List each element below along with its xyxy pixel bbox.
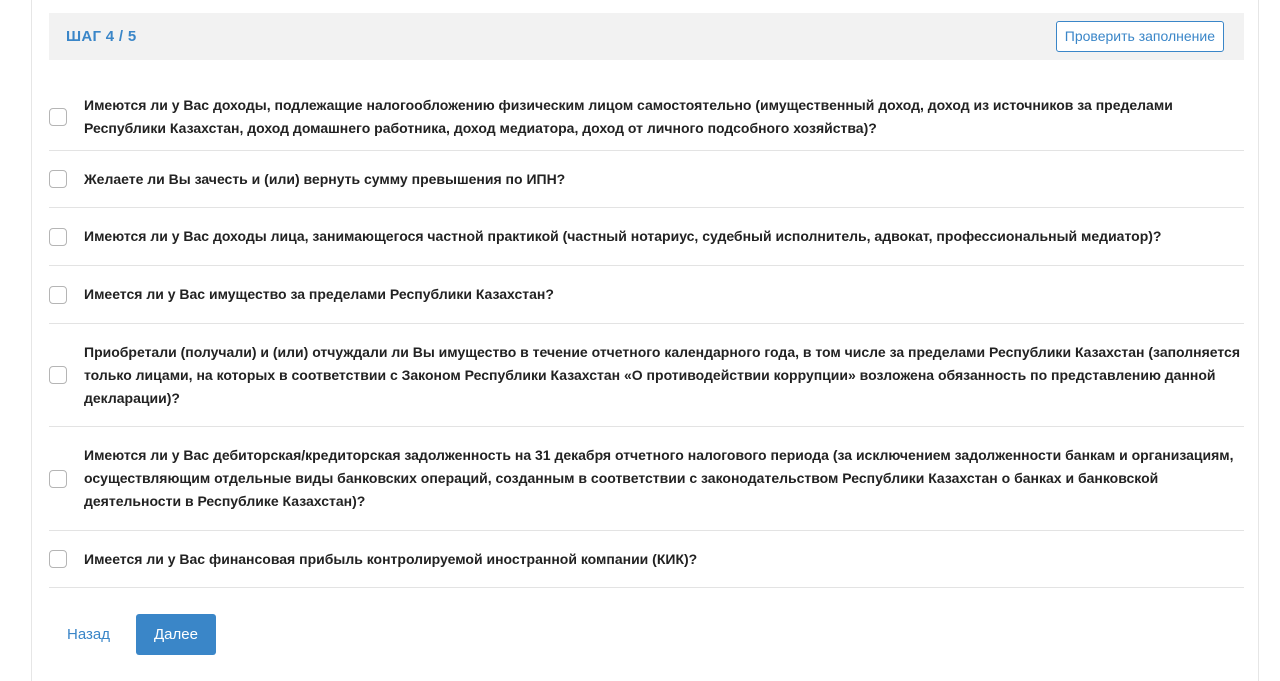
question-text: Имеются ли у Вас дебиторская/кредиторская задолженность на 31 декабря отчетного налогового периода (за исключением задолженности банкам и организациям, осуществляющим отдельные виды банковских операций, созданным в соответствии с законодательством Республики Казахстан о банках и банковской деятельности в Республике Казахстан)?: [84, 447, 1234, 509]
step-indicator: ШАГ 4 / 5: [66, 28, 137, 45]
question-text: Имеются ли у Вас доходы, подлежащие налогообложению физическим лицом самостоятельно (имущественный доход, доход из источников за пределами Республики Казахстан, доход домашнего работника, доход медиатора, доход от личного подсобного хозяйства)?: [84, 96, 1173, 136]
question-checkbox[interactable]: [49, 170, 67, 188]
step-header: [49, 13, 1244, 60]
question-item: [49, 427, 1244, 531]
question-text: Приобретали (получали) и (или) отчуждали ли Вы имущество в течение отчетного календарного года, в том числе за пределами Республики Казахстан (заполняется только лицами, на которых в соответствии с Законом Республики Казахстан «О противодействии коррупции» возложена обязанность по представлению данной декларации)?: [84, 343, 1241, 406]
question-checkbox[interactable]: [49, 550, 67, 568]
question-checkbox[interactable]: [49, 470, 67, 488]
question-text: Имеется ли у Вас имущество за пределами Республики Казахстан?: [84, 286, 554, 302]
question-text: Имеются ли у Вас доходы лица, занимающегося частной практикой (частный нотариус, судебный исполнитель, адвокат, профессиональный медиатор)?: [84, 228, 1162, 244]
check-filling-button[interactable]: Проверить заполнение: [1056, 21, 1224, 52]
form-page: [31, 0, 1259, 681]
back-link[interactable]: Назад: [67, 626, 110, 643]
question-list: [49, 83, 1244, 588]
question-checkbox[interactable]: [49, 286, 67, 304]
form-navigation: [67, 614, 216, 655]
question-item: [49, 151, 1244, 208]
question-text: Желаете ли Вы зачесть и (или) вернуть сумму превышения по ИПН?: [84, 170, 566, 187]
question-item: [49, 531, 1244, 588]
question-item: [49, 208, 1244, 266]
question-item: [49, 83, 1244, 151]
question-checkbox[interactable]: [49, 228, 67, 246]
question-item: [49, 266, 1244, 324]
question-checkbox[interactable]: [49, 108, 67, 126]
next-button[interactable]: Далее: [136, 614, 216, 655]
question-item: [49, 324, 1244, 427]
question-text: Имеется ли у Вас финансовая прибыль контролируемой иностранной компании (КИК)?: [84, 550, 698, 567]
question-checkbox[interactable]: [49, 366, 67, 384]
